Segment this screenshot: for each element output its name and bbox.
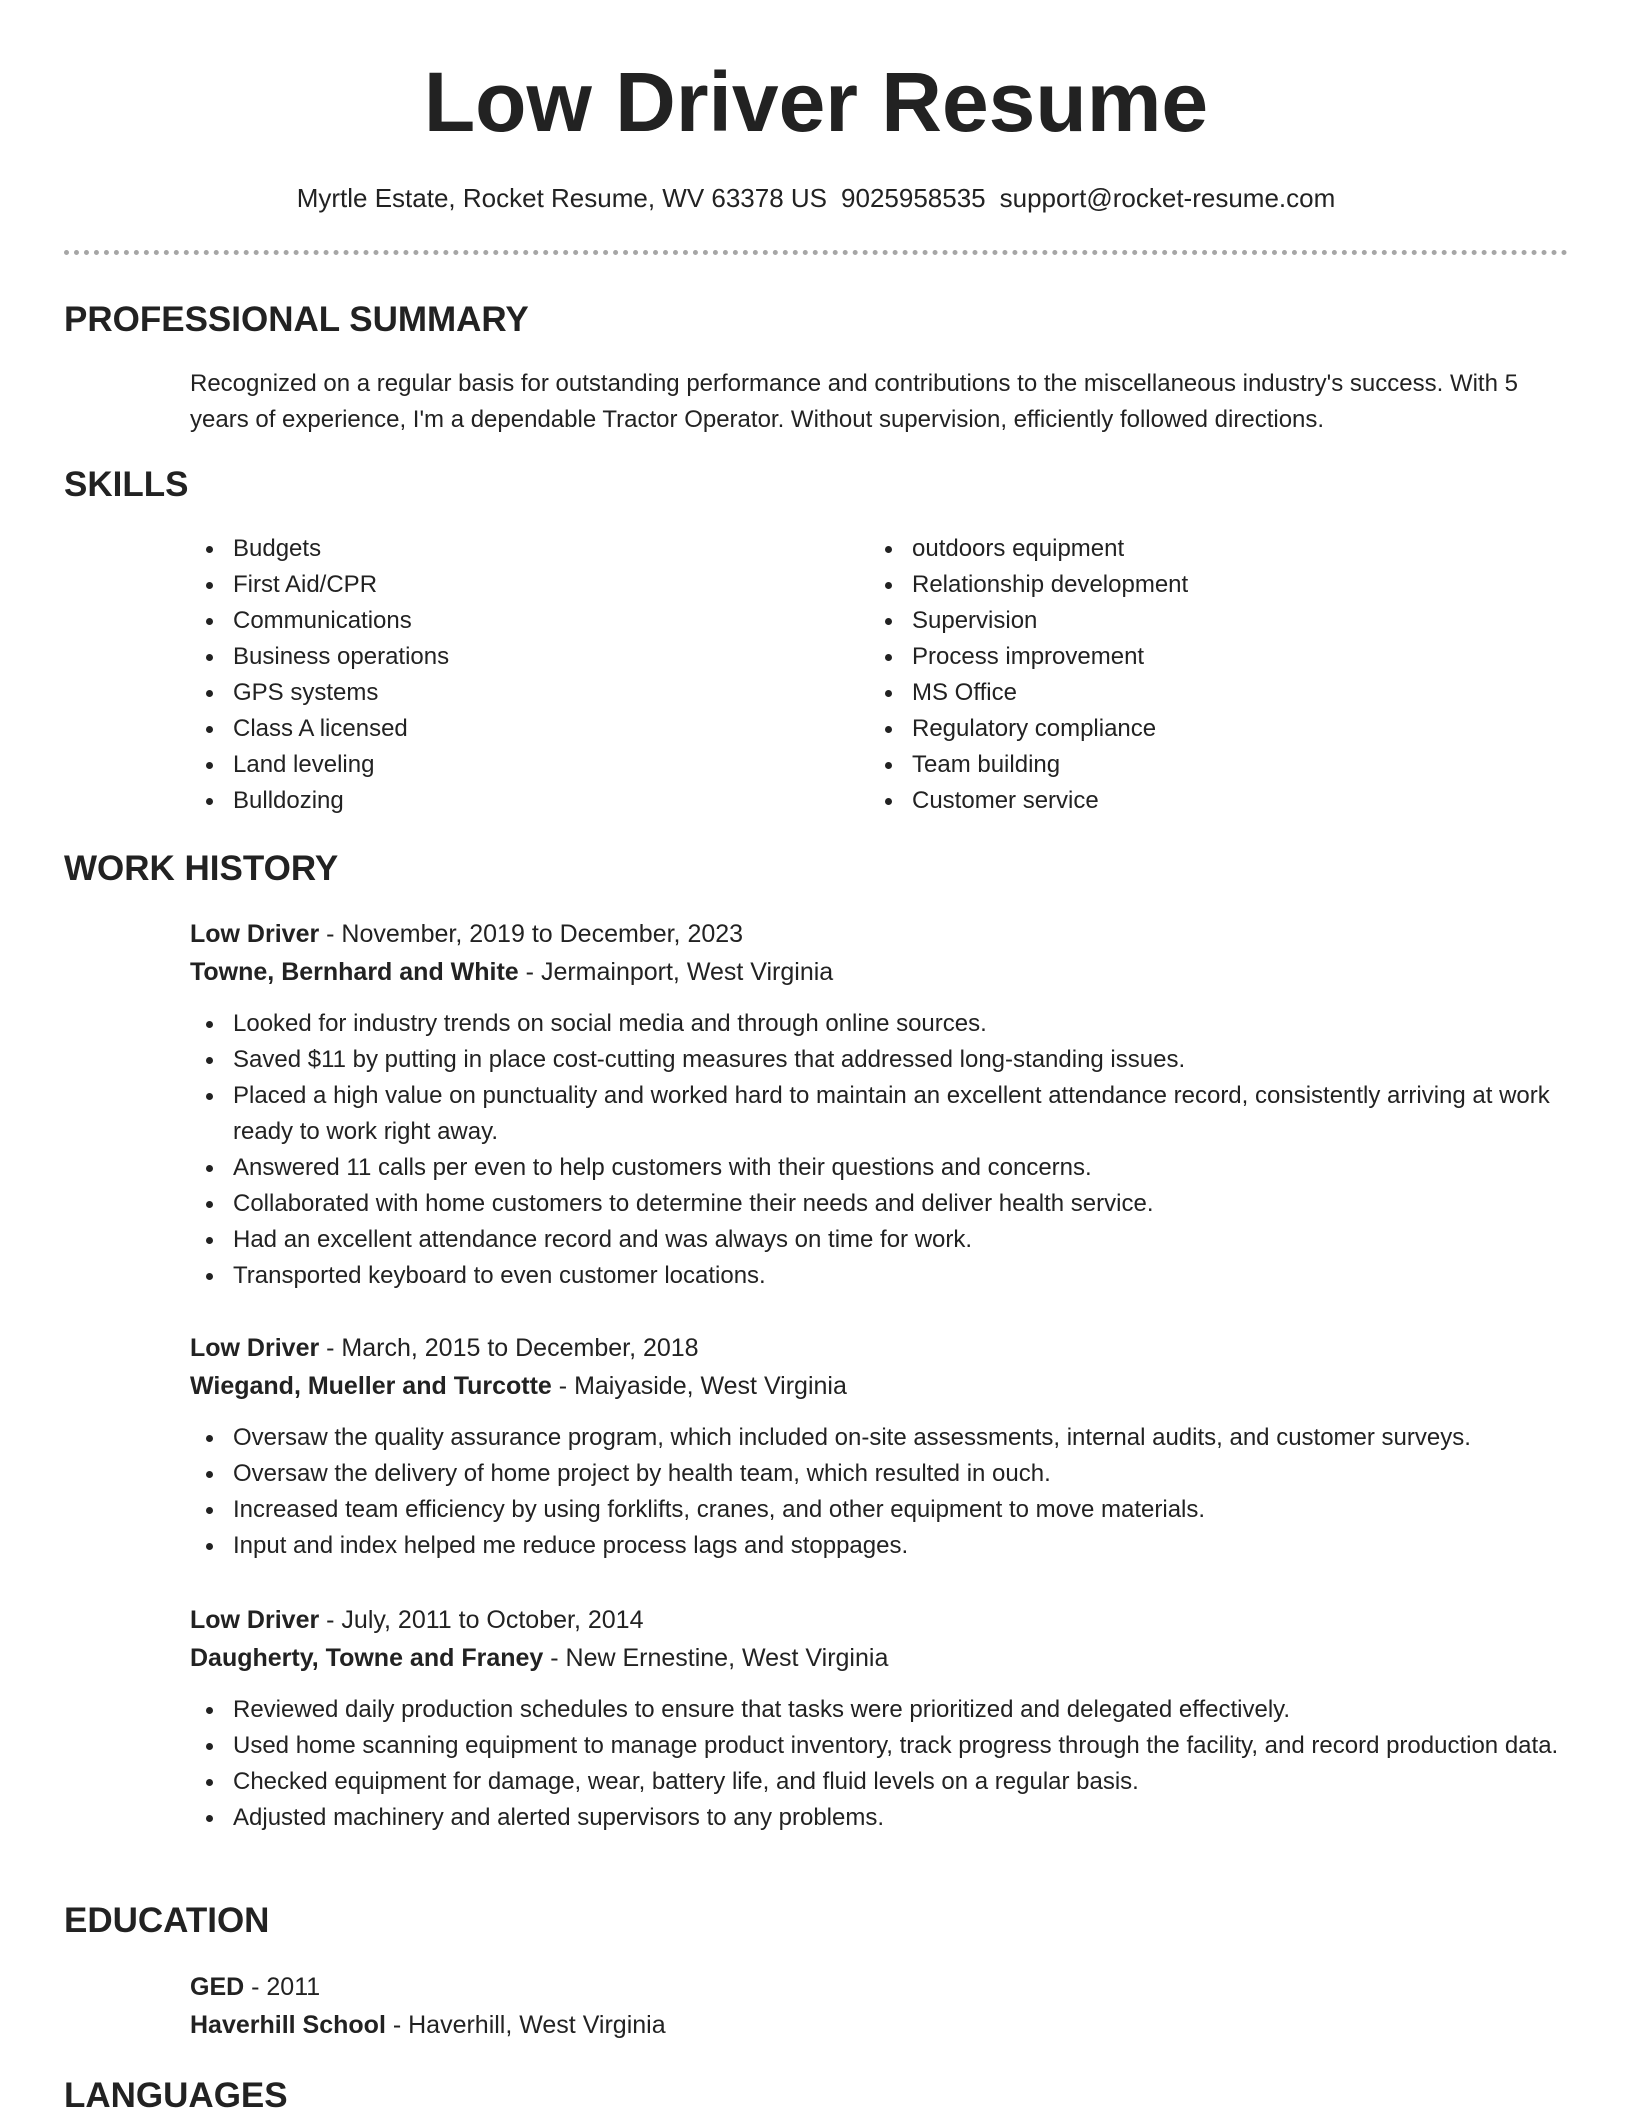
job-dates: March, 2015 to December, 2018 (341, 1334, 699, 1362)
skill-item: Budgets (190, 531, 810, 567)
job-duty: Saved $11 by putting in place cost-cutting measures that addressed long-standing issues. (190, 1042, 1570, 1078)
job-title: Low Driver (190, 1606, 320, 1634)
job-company: Daugherty, Towne and Franey (190, 1644, 544, 1672)
job-duty: Transported keyboard to even customer locations. (190, 1258, 1570, 1294)
education-year: 2011 (266, 1973, 321, 2001)
job-company: Towne, Bernhard and White (190, 958, 519, 986)
job-company-line: Wiegand, Mueller and Turcotte - Maiyaside, West Virginia (190, 1372, 847, 1400)
job-duty: Adjusted machinery and alerted supervisors to any problems. (190, 1800, 1570, 1836)
job-duty: Had an excellent attendance record and was always on time for work. (190, 1222, 1570, 1258)
contact-line (0, 180, 1632, 216)
job-location: Jermainport, West Virginia (540, 958, 834, 986)
skill-item: MS Office (869, 675, 1569, 711)
education-school: Haverhill School (190, 2011, 386, 2039)
skill-item: Process improvement (869, 639, 1569, 675)
job-company-line: Daugherty, Towne and Franey - New Ernestine, West Virginia (190, 1644, 889, 1672)
job-duty: Placed a high value on punctuality and worked hard to maintain an excellent attendance record, consistently arriving at work ready to work right away. (190, 1078, 1570, 1150)
job-duty: Input and index helped me reduce process lags and stoppages. (190, 1528, 1570, 1564)
job-entry (190, 1329, 1570, 1564)
education-degree-line: GED - 2011 (190, 1973, 321, 2001)
job-duty: Collaborated with home customers to determine their needs and deliver health service. (190, 1186, 1570, 1222)
job-title-line: Low Driver - July, 2011 to October, 2014 (190, 1606, 644, 1634)
skill-item: Supervision (869, 603, 1569, 639)
skill-item: Land leveling (190, 747, 810, 783)
skill-item: Bulldozing (190, 783, 810, 819)
work-history-heading: WORK HISTORY (64, 849, 339, 888)
skill-item: outdoors equipment (869, 531, 1569, 567)
job-entry (190, 1601, 1570, 1836)
job-duty: Used home scanning equipment to manage product inventory, track progress through the facility, and record production data. (190, 1728, 1570, 1764)
skill-item: First Aid/CPR (190, 567, 810, 603)
languages-heading: LANGUAGES (64, 2076, 288, 2115)
education-entry (190, 1968, 1570, 2044)
resume-title: Low Driver Resume (423, 55, 1209, 149)
contact-address: Myrtle Estate, Rocket Resume, WV 63378 US (296, 183, 828, 213)
job-dates: July, 2011 to October, 2014 (341, 1606, 644, 1634)
job-duties (190, 1692, 1570, 1836)
job-title: Low Driver (190, 1334, 320, 1362)
skill-item: Class A licensed (190, 711, 810, 747)
skill-item: Regulatory compliance (869, 711, 1569, 747)
contact-email: support@rocket-resume.com (999, 183, 1336, 213)
job-duty: Checked equipment for damage, wear, battery life, and fluid levels on a regular basis. (190, 1764, 1570, 1800)
job-location: Maiyaside, West Virginia (574, 1372, 847, 1400)
job-duty: Reviewed daily production schedules to ensure that tasks were prioritized and delegated effectively. (190, 1692, 1570, 1728)
skill-item: Team building (869, 747, 1569, 783)
skills-heading: SKILLS (64, 465, 189, 504)
skill-item: Relationship development (869, 567, 1569, 603)
job-company-line: Towne, Bernhard and White - Jermainport, West Virginia (190, 958, 834, 986)
education-location: Haverhill, West Virginia (408, 2011, 666, 2039)
job-duty: Oversaw the delivery of home project by health team, which resulted in ouch. (190, 1456, 1570, 1492)
skills-list-left (190, 531, 810, 819)
skill-item: Customer service (869, 783, 1569, 819)
skill-item: Business operations (190, 639, 810, 675)
job-duty: Answered 11 calls per even to help customers with their questions and concerns. (190, 1150, 1570, 1186)
header-divider (64, 250, 1568, 255)
job-duties (190, 1006, 1570, 1294)
summary-heading: PROFESSIONAL SUMMARY (64, 300, 529, 339)
job-dates: November, 2019 to December, 2023 (341, 920, 744, 948)
skill-item: GPS systems (190, 675, 810, 711)
contact-phone: 9025958535 (841, 183, 986, 213)
job-duty: Oversaw the quality assurance program, which included on-site assessments, internal audits, and customer surveys. (190, 1420, 1570, 1456)
skills-list-right (869, 531, 1569, 819)
job-location: New Ernestine, West Virginia (565, 1644, 889, 1672)
education-school-line: Haverhill School - Haverhill, West Virginia (190, 2011, 666, 2039)
job-title: Low Driver (190, 920, 320, 948)
job-duties (190, 1420, 1570, 1564)
skill-item: Communications (190, 603, 810, 639)
job-title-line: Low Driver - March, 2015 to December, 2018 (190, 1334, 699, 1362)
education-degree: GED (190, 1973, 245, 2001)
job-title-line: Low Driver - November, 2019 to December, 2023 (190, 920, 744, 948)
job-entry (190, 915, 1570, 1294)
job-duty: Increased team efficiency by using forklifts, cranes, and other equipment to move materials. (190, 1492, 1570, 1528)
education-heading: EDUCATION (64, 1901, 270, 1940)
job-company: Wiegand, Mueller and Turcotte (190, 1372, 552, 1400)
summary-text: Recognized on a regular basis for outstanding performance and contributions to the miscellaneous industry's success. With 5 years of experience, I'm a dependable Tractor Operator. Without supervision, efficiently followed directions. (190, 370, 1518, 433)
job-duty: Looked for industry trends on social media and through online sources. (190, 1006, 1570, 1042)
